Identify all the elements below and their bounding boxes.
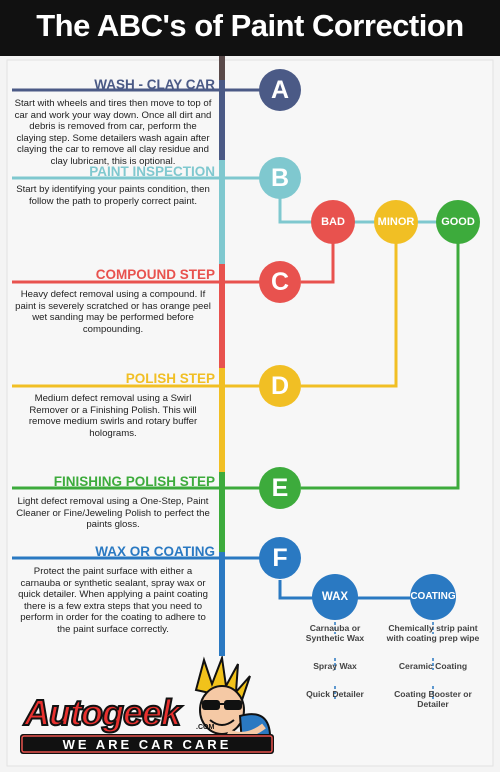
flow-frame <box>0 56 500 772</box>
brand-logo <box>18 656 288 764</box>
condition-minor: MINOR <box>374 200 418 244</box>
step-e-heading: FINISHING POLISH STEP <box>53 474 215 489</box>
logo-wordmark: Autogeek <box>24 692 181 733</box>
step-c-heading: COMPOUND STEP <box>95 267 215 282</box>
wax-option-3: Quick Detailer <box>306 689 364 699</box>
wax-option-1: Carnauba or Synthetic Wax <box>305 623 365 643</box>
step-a-heading: WASH - CLAY CAR <box>94 77 215 92</box>
logo-tagline: WE ARE CAR CARE <box>62 737 232 752</box>
step-d-heading: POLISH STEP <box>125 371 215 386</box>
step-b-circle: B <box>259 157 301 199</box>
condition-good: GOOD <box>436 200 480 244</box>
step-d-circle: D <box>259 365 301 407</box>
wax-circle: WAX <box>312 574 358 620</box>
trunk-segments <box>219 56 225 656</box>
logo-suffix: .COM <box>196 724 215 731</box>
step-d-text: Medium defect removal using a Swirl Remover or a Finishing Polish. This will remove medium swirls and rotary buffer holograms. <box>28 393 198 439</box>
header-bar <box>0 0 500 56</box>
wax-option-2: Spray Wax <box>313 661 357 671</box>
step-f-circle: F <box>259 537 301 579</box>
coating-option-3: Coating Booster or Detailer <box>394 689 472 709</box>
step-c-text: Heavy defect removal using a compound. If paint is severely scratched or has orange peel wet sanding may be performed before compounding. <box>15 289 211 335</box>
step-e-text: Light defect removal using a One-Step, Paint Cleaner or Fine/Jeweling Polish to perfect the paints gloss. <box>16 496 210 530</box>
page-title: The ABC's of Paint Correction <box>36 8 464 43</box>
coating-circle: COATING <box>410 574 456 620</box>
coating-option-1: Chemically strip paint with coating prep wipe <box>386 623 480 643</box>
condition-bad: BAD <box>311 200 355 244</box>
step-a-text: Start with wheels and tires then move to top of car and work your way down. Once all dirt and debris is removed from car, perform the claying step. Some detailers wash again after claying the car to remove all clay residue and clay lubricant, this is optional. <box>14 98 212 167</box>
step-e-circle: E <box>259 467 301 509</box>
step-b-heading: PAINT INSPECTION <box>89 164 215 179</box>
step-f-text: Protect the paint surface with either a carnauba or synthetic sealant, spray wax or quick detailer. When applying a paint coating there is a few extra steps that you need to perform in order for the coating to adhere to the paint surface correctly. <box>18 566 208 635</box>
step-f-heading: WAX OR COATING <box>95 544 215 559</box>
step-b-text: Start by identifying your paints condition, then follow the path to properly correct paint. <box>16 184 210 207</box>
step-c-circle: C <box>259 261 301 303</box>
coating-option-2: Ceramic Coating <box>398 661 468 671</box>
step-a-circle: A <box>259 69 301 111</box>
